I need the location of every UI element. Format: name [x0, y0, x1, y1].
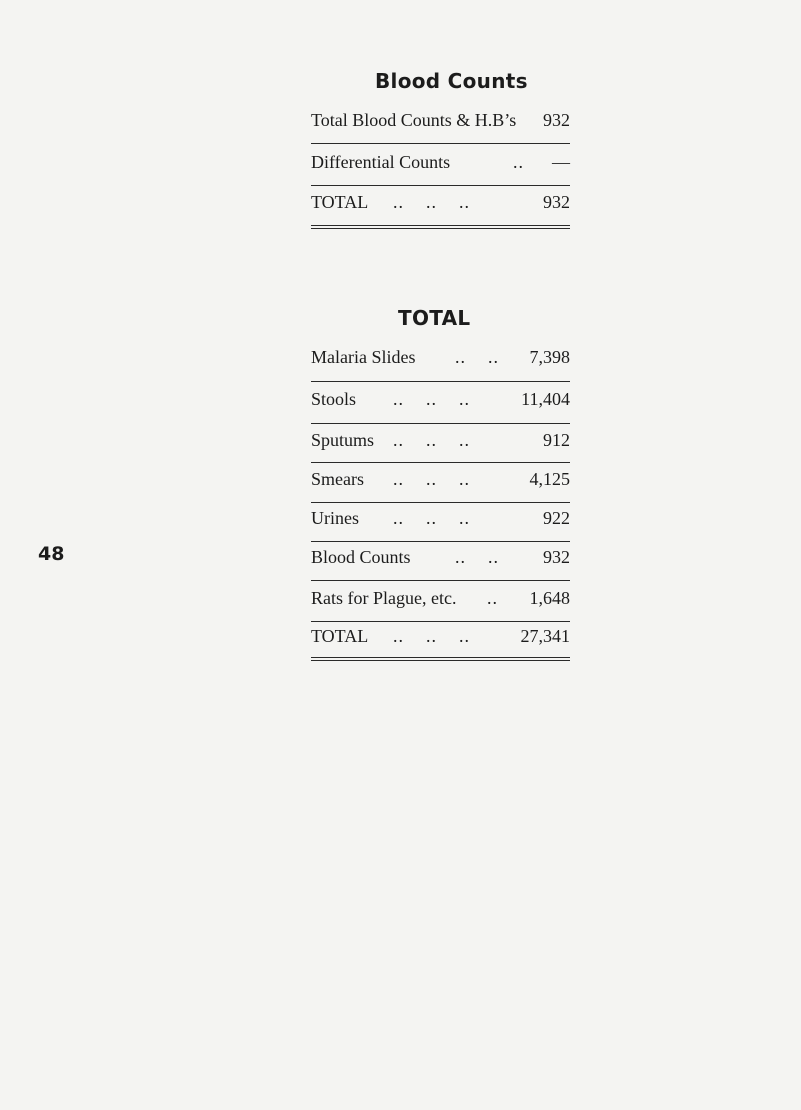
- row-label: Differential Counts: [311, 152, 451, 172]
- total-row: [311, 190, 570, 214]
- leader-dots: .. .. ..: [393, 508, 470, 528]
- row-label: Urines: [311, 508, 359, 528]
- row-divider: [311, 381, 570, 382]
- row-divider: [311, 621, 570, 622]
- total-label: TOTAL: [311, 192, 369, 212]
- row-label: Smears: [311, 469, 364, 489]
- table-row: [311, 387, 570, 411]
- leader-dots: .. ..: [455, 547, 499, 567]
- row-value: —: [552, 152, 570, 172]
- leader-dots: .. .. ..: [393, 626, 470, 646]
- table-row: [311, 150, 570, 174]
- table-row: [311, 506, 570, 530]
- total-row: [311, 624, 570, 648]
- table-row: [311, 467, 570, 491]
- total-value: 27,341: [520, 626, 570, 646]
- total-value: 932: [543, 192, 570, 212]
- row-value: 922: [543, 508, 570, 528]
- row-value: 932: [543, 110, 570, 130]
- row-label: Stools: [311, 389, 357, 409]
- grand-total-heading: TOTAL: [398, 306, 471, 330]
- leader-dots: .. .. ..: [393, 469, 470, 489]
- row-divider: [311, 502, 570, 503]
- leader-dots: .. .. ..: [393, 430, 470, 450]
- row-value: 7,398: [529, 347, 570, 367]
- row-value: 932: [543, 547, 570, 567]
- total-double-rule: [311, 657, 570, 661]
- table-row: [311, 345, 570, 369]
- row-value: 11,404: [521, 389, 570, 409]
- table-row: [311, 108, 570, 132]
- table-row: [311, 545, 570, 569]
- row-divider: [311, 462, 570, 463]
- leader-dots: .. .. ..: [393, 192, 470, 212]
- leader-dots: ..: [487, 588, 498, 608]
- row-divider: [311, 423, 570, 424]
- row-value: 1,648: [529, 588, 570, 608]
- table-row: [311, 428, 570, 452]
- total-double-rule: [311, 225, 570, 229]
- row-divider: [311, 143, 570, 144]
- row-divider: [311, 185, 570, 186]
- row-divider: [311, 580, 570, 581]
- row-value: 4,125: [529, 469, 570, 489]
- row-divider: [311, 541, 570, 542]
- row-label: Malaria Slides: [311, 347, 416, 367]
- page-number: 48: [38, 543, 65, 565]
- leader-dots: .. ..: [455, 347, 499, 367]
- row-label: Sputums: [311, 430, 375, 450]
- leader-dots: .. .. ..: [393, 389, 470, 409]
- row-value: 912: [543, 430, 570, 450]
- row-label: Rats for Plague, etc.: [311, 588, 457, 608]
- table-row: [311, 586, 570, 610]
- blood-counts-heading: Blood Counts: [375, 69, 528, 93]
- total-label: TOTAL: [311, 626, 369, 646]
- leader-dots: ..: [513, 152, 524, 172]
- row-label: Blood Counts: [311, 547, 411, 567]
- row-label: Total Blood Counts & H.B’s: [311, 110, 517, 130]
